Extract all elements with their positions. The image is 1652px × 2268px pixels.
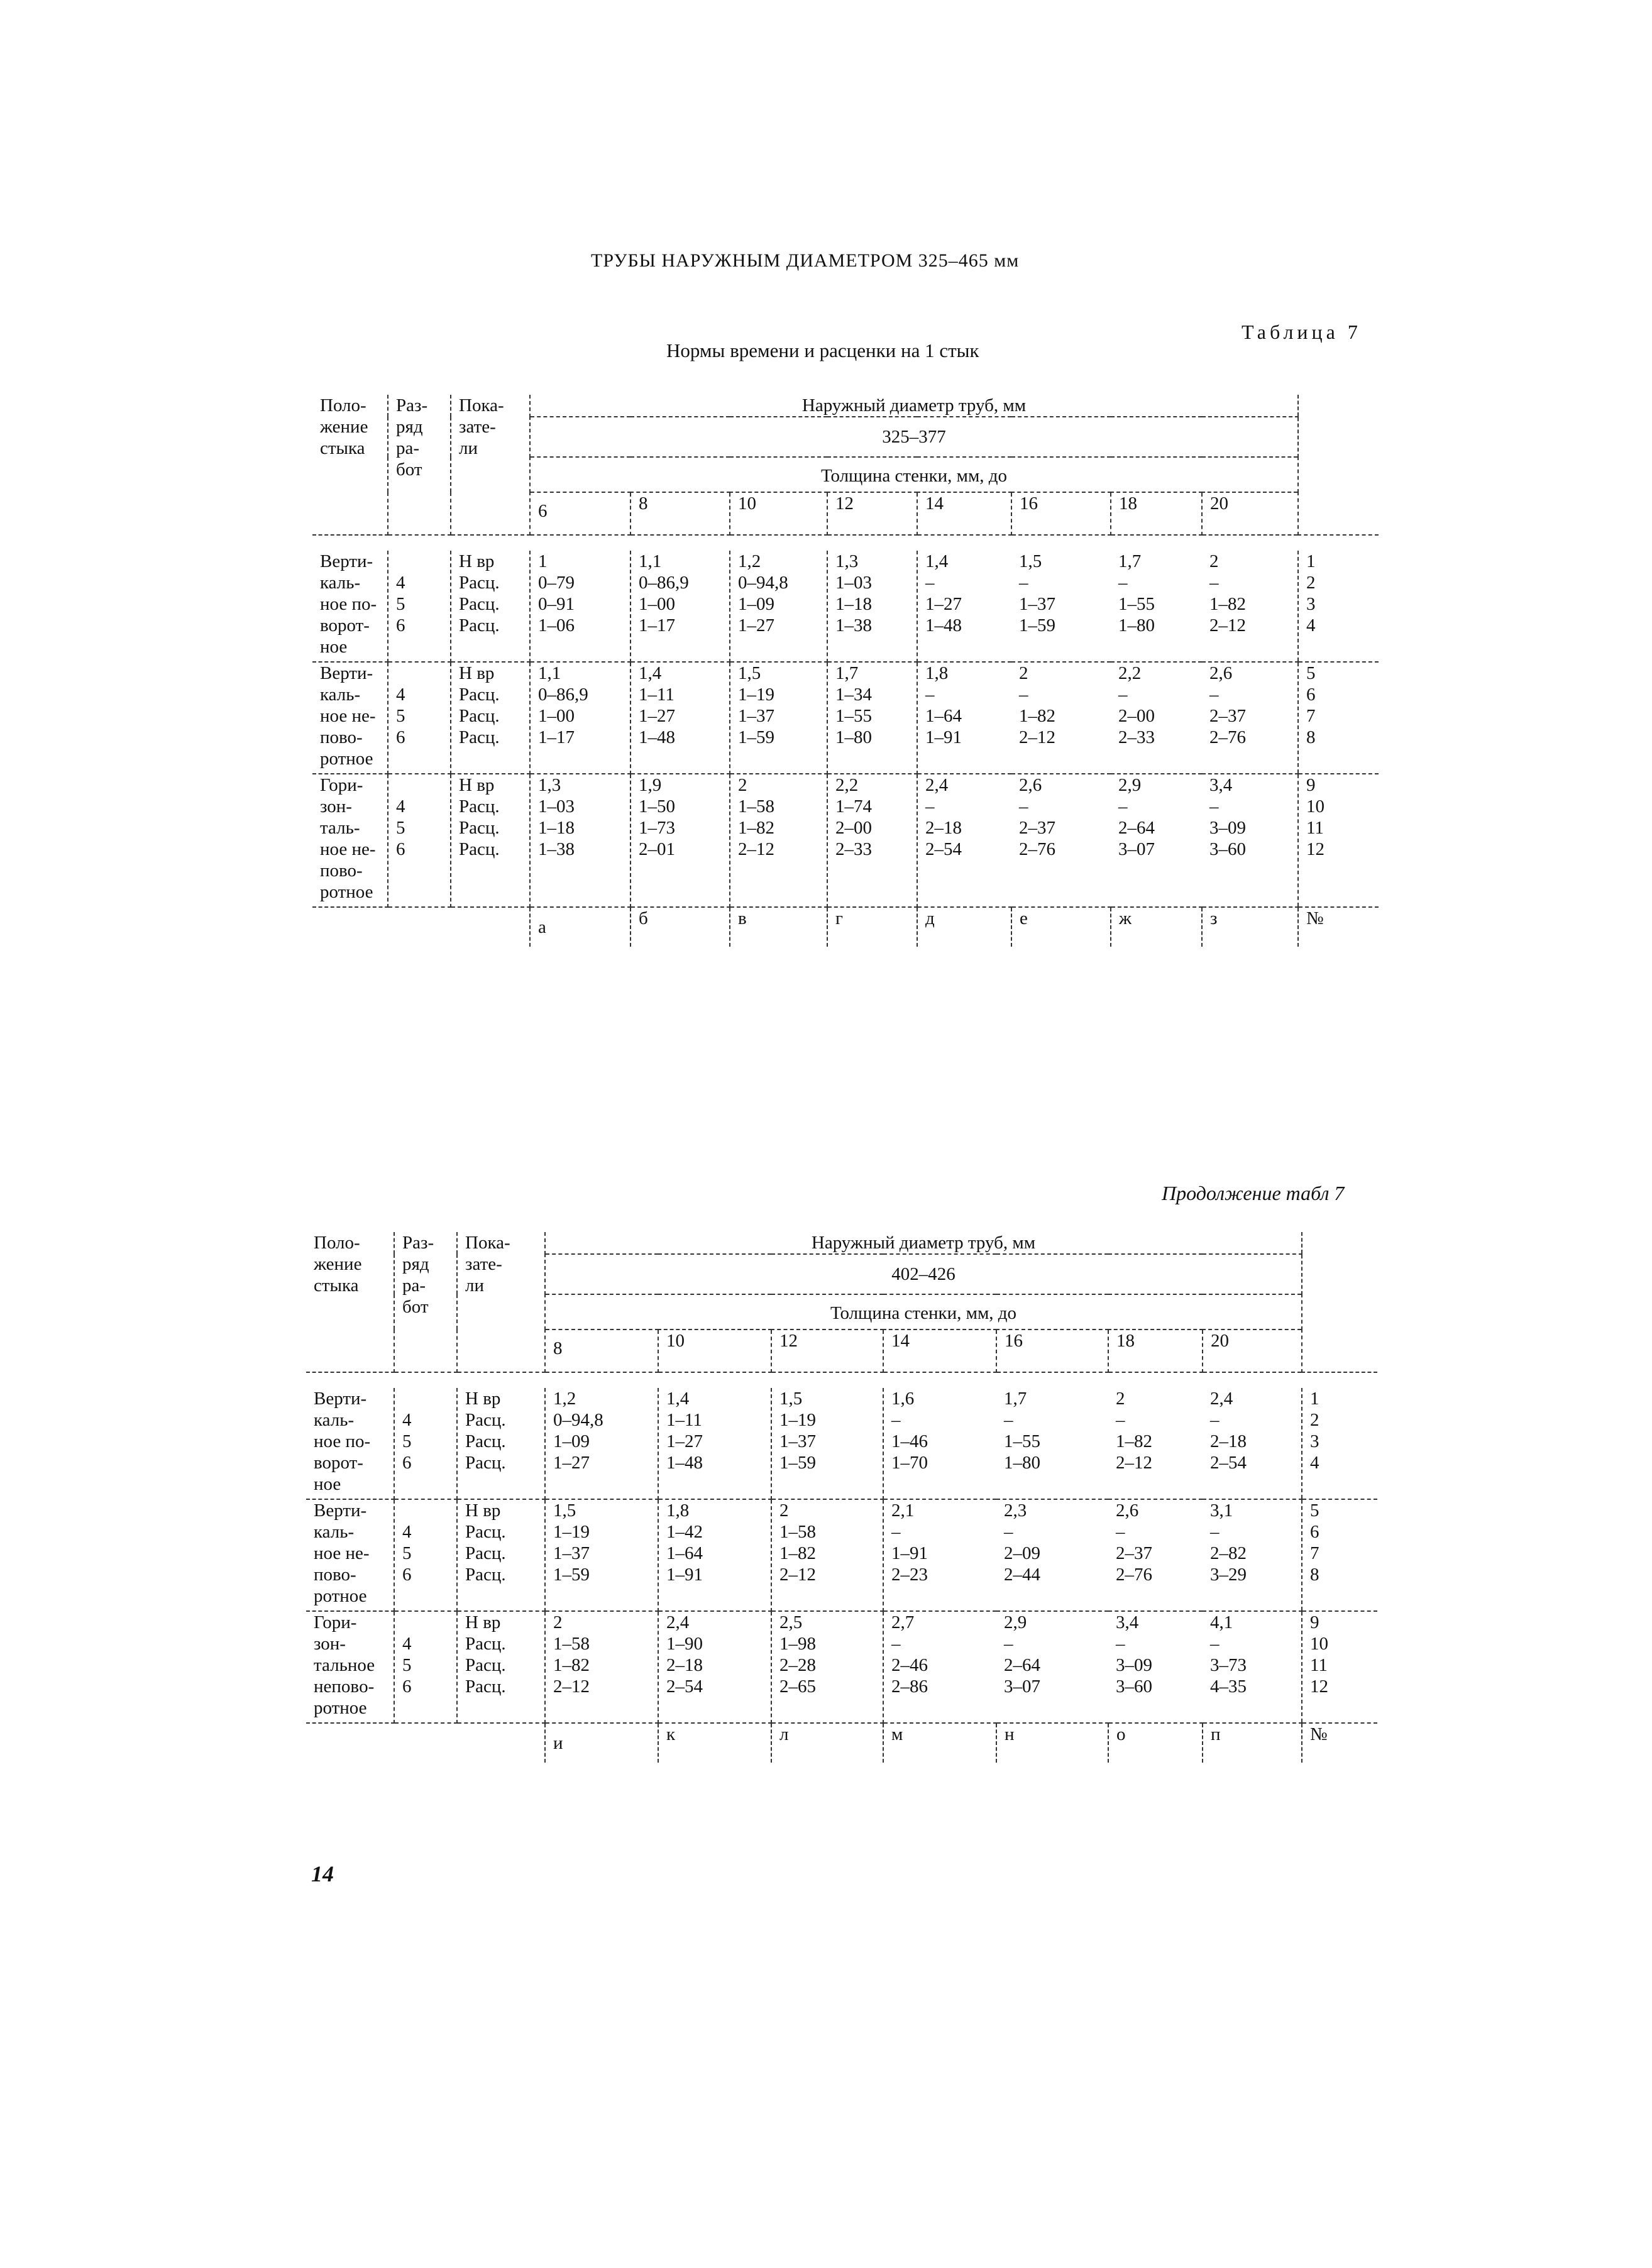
row-grades: 4 5 6 <box>394 1499 457 1611</box>
row-grades: 4 5 6 <box>388 774 451 907</box>
row-position: Гори- зон- таль- ное не- пово- ротное <box>312 774 388 907</box>
thickness-cell: 8 <box>545 1329 658 1372</box>
thickness-cell: 20 <box>1203 1329 1302 1372</box>
row-value: 2 1–58 1–82 2–12 <box>545 1611 658 1723</box>
row-value: 1,4 1–11 1–27 1–48 <box>658 1388 771 1499</box>
row-position: Верти- каль- ное по- ворот- ное <box>306 1388 394 1499</box>
row-value: 2 – 1–82 2–12 <box>1108 1388 1203 1499</box>
row-value: 2,9 – 2–64 3–07 <box>996 1611 1108 1723</box>
thickness-cell: 20 <box>1202 492 1298 535</box>
row-value: 2 – 1–82 2–12 <box>1011 662 1111 774</box>
row-value: 2,6 – 2–37 2–76 <box>1011 774 1111 907</box>
table-row <box>312 774 1379 907</box>
row-value: 1,3 1–03 1–18 1–38 <box>530 774 631 907</box>
row-value: 1,1 0–86,9 1–00 1–17 <box>530 662 631 774</box>
column-letter-no: № <box>1306 908 1324 928</box>
row-value: 1,4 1–11 1–27 1–48 <box>631 662 730 774</box>
table-caption: Нормы времени и расценки на 1 стык <box>666 339 979 361</box>
row-value: 1,7 – 1–55 1–80 <box>996 1388 1108 1499</box>
thickness-cell: 10 <box>658 1329 771 1372</box>
column-letter: о <box>1108 1723 1203 1763</box>
table-label: Таблица 7 <box>1242 321 1362 343</box>
row-value: 1,5 1–19 1–37 1–59 <box>730 662 827 774</box>
row-value: 1,1 0–86,9 1–00 1–17 <box>631 551 730 662</box>
row-value: 2,6 – 2–37 2–76 <box>1202 662 1298 774</box>
norms-table-325-377 <box>312 395 1379 947</box>
header-number-column <box>1298 395 1379 535</box>
row-value: 2 – 1–82 2–12 <box>1202 551 1298 662</box>
row-value: 1,7 – 1–55 1–80 <box>1111 551 1202 662</box>
header-diameter-range: 325–377 <box>530 417 1298 457</box>
thickness-cell: 14 <box>917 492 1011 535</box>
header-wall-thickness: Толщина стенки, мм, до <box>530 457 1298 492</box>
thickness-cell: 16 <box>996 1329 1108 1372</box>
row-value: 1,3 1–03 1–18 1–38 <box>827 551 917 662</box>
row-value: 1,8 – 1–64 1–91 <box>917 662 1011 774</box>
column-letter: з <box>1202 907 1298 947</box>
header-grade: Раз- ряд ра- бот <box>394 1232 457 1372</box>
header-diameter-range: 402–426 <box>545 1254 1302 1294</box>
column-letters-row <box>306 1723 1377 1763</box>
row-value: 2,4 – 2–18 2–54 <box>917 774 1011 907</box>
column-letter: к <box>658 1723 771 1763</box>
header-grade: Раз- ряд ра- бот <box>388 395 451 535</box>
page-number: 14 <box>311 1861 334 1886</box>
row-grades: 4 5 6 <box>394 1611 457 1723</box>
row-value: 2,5 1–98 2–28 2–65 <box>771 1611 883 1723</box>
row-value: 4,1 – 3–73 4–35 <box>1203 1611 1302 1723</box>
column-letter: д <box>917 907 1011 947</box>
row-value: 2,4 1–90 2–18 2–54 <box>658 1611 771 1723</box>
column-letter: г <box>827 907 917 947</box>
header-outer-diameter: Наружный диаметр труб, мм <box>545 1232 1302 1254</box>
table-row <box>312 662 1379 774</box>
row-value: 2,1 – 1–91 2–23 <box>883 1499 996 1611</box>
thickness-cell: 8 <box>631 492 730 535</box>
table-row <box>312 551 1379 662</box>
row-numbers: 1 2 3 4 <box>1298 551 1379 662</box>
column-letter: и <box>545 1723 658 1763</box>
row-numbers: 5 6 7 8 <box>1302 1499 1377 1611</box>
row-indicators: Н вр Расц. Расц. Расц. <box>451 662 530 774</box>
row-value: 1,5 – 1–37 1–59 <box>1011 551 1111 662</box>
row-value: 2 1–58 1–82 2–12 <box>771 1499 883 1611</box>
page-title: ТРУБЫ НАРУЖНЫМ ДИАМЕТРОМ 325–465 мм <box>591 250 1020 271</box>
table-row <box>306 1611 1377 1723</box>
row-value: 1 0–79 0–91 1–06 <box>530 551 631 662</box>
row-grades: 4 5 6 <box>388 551 451 662</box>
row-value: 2,2 – 2–00 2–33 <box>1111 662 1202 774</box>
row-value: 2,9 – 2–64 3–07 <box>1111 774 1202 907</box>
row-value: 1,4 – 1–27 1–48 <box>917 551 1011 662</box>
thickness-cell: 18 <box>1108 1329 1203 1372</box>
column-letter-no: № <box>1310 1724 1328 1744</box>
row-value: 3,1 – 2–82 3–29 <box>1203 1499 1302 1611</box>
row-grades: 4 5 6 <box>388 662 451 774</box>
column-letter: б <box>631 907 730 947</box>
row-value: 1,7 1–34 1–55 1–80 <box>827 662 917 774</box>
header-indicators: Пока- зате- ли <box>451 395 530 535</box>
column-letter: м <box>883 1723 996 1763</box>
column-letter: в <box>730 907 827 947</box>
row-value: 2,7 – 2–46 2–86 <box>883 1611 996 1723</box>
header-number-column <box>1302 1232 1377 1372</box>
thickness-cell: 16 <box>1011 492 1111 535</box>
row-value: 1,2 0–94,8 1–09 1–27 <box>545 1388 658 1499</box>
row-value: 1,6 – 1–46 1–70 <box>883 1388 996 1499</box>
row-numbers: 1 2 3 4 <box>1302 1388 1377 1499</box>
row-value: 1,9 1–50 1–73 2–01 <box>631 774 730 907</box>
row-position: Верти- каль- ное не- пово- ротное <box>306 1499 394 1611</box>
table-row <box>306 1499 1377 1611</box>
column-letter: н <box>996 1723 1108 1763</box>
row-numbers: 9 10 11 12 <box>1302 1611 1377 1723</box>
column-letter: ж <box>1111 907 1202 947</box>
row-value: 2,3 – 2–09 2–44 <box>996 1499 1108 1611</box>
thickness-cell: 12 <box>771 1329 883 1372</box>
header-outer-diameter: Наружный диаметр труб, мм <box>530 395 1298 417</box>
row-position: Гори- зон- тальное неповo- ротное <box>306 1611 394 1723</box>
row-value: 1,5 1–19 1–37 1–59 <box>545 1499 658 1611</box>
thickness-cell: 10 <box>730 492 827 535</box>
row-indicators: Н вр Расц. Расц. Расц. <box>457 1388 545 1499</box>
header-indicators: Пока- зате- ли <box>457 1232 545 1372</box>
row-numbers: 9 10 11 12 <box>1298 774 1379 907</box>
row-position: Верти- каль- ное по- ворот- ное <box>312 551 388 662</box>
row-indicators: Н вр Расц. Расц. Расц. <box>457 1611 545 1723</box>
row-indicators: Н вр Расц. Расц. Расц. <box>451 774 530 907</box>
row-value: 2 1–58 1–82 2–12 <box>730 774 827 907</box>
norms-table-402-426 <box>306 1232 1377 1763</box>
column-letter: л <box>771 1723 883 1763</box>
row-value: 2,2 1–74 2–00 2–33 <box>827 774 917 907</box>
thickness-cell: 6 <box>530 492 631 535</box>
row-value: 1,2 0–94,8 1–09 1–27 <box>730 551 827 662</box>
row-value: 1,8 1–42 1–64 1–91 <box>658 1499 771 1611</box>
column-letter: а <box>530 907 631 947</box>
column-letter: е <box>1011 907 1111 947</box>
row-value: 3,4 – 3–09 3–60 <box>1108 1611 1203 1723</box>
header-position: Поло- жение стыка <box>312 395 388 535</box>
column-letters-row <box>312 907 1379 947</box>
column-letter: п <box>1203 1723 1302 1763</box>
table-row <box>306 1388 1377 1499</box>
row-value: 2,4 – 2–18 2–54 <box>1203 1388 1302 1499</box>
row-value: 2,6 – 2–37 2–76 <box>1108 1499 1203 1611</box>
row-position: Верти- каль- ное не- пово- ротное <box>312 662 388 774</box>
thickness-cell: 12 <box>827 492 917 535</box>
row-grades: 4 5 6 <box>394 1388 457 1499</box>
header-position: Поло- жение стыка <box>306 1232 394 1372</box>
thickness-cell: 18 <box>1111 492 1202 535</box>
row-indicators: Н вр Расц. Расц. Расц. <box>451 551 530 662</box>
row-numbers: 5 6 7 8 <box>1298 662 1379 774</box>
thickness-cell: 14 <box>883 1329 996 1372</box>
row-value: 1,5 1–19 1–37 1–59 <box>771 1388 883 1499</box>
row-indicators: Н вр Расц. Расц. Расц. <box>457 1499 545 1611</box>
header-wall-thickness: Толщина стенки, мм, до <box>545 1294 1302 1329</box>
row-value: 3,4 – 3–09 3–60 <box>1202 774 1298 907</box>
continuation-label: Продолжение табл 7 <box>1162 1182 1345 1204</box>
